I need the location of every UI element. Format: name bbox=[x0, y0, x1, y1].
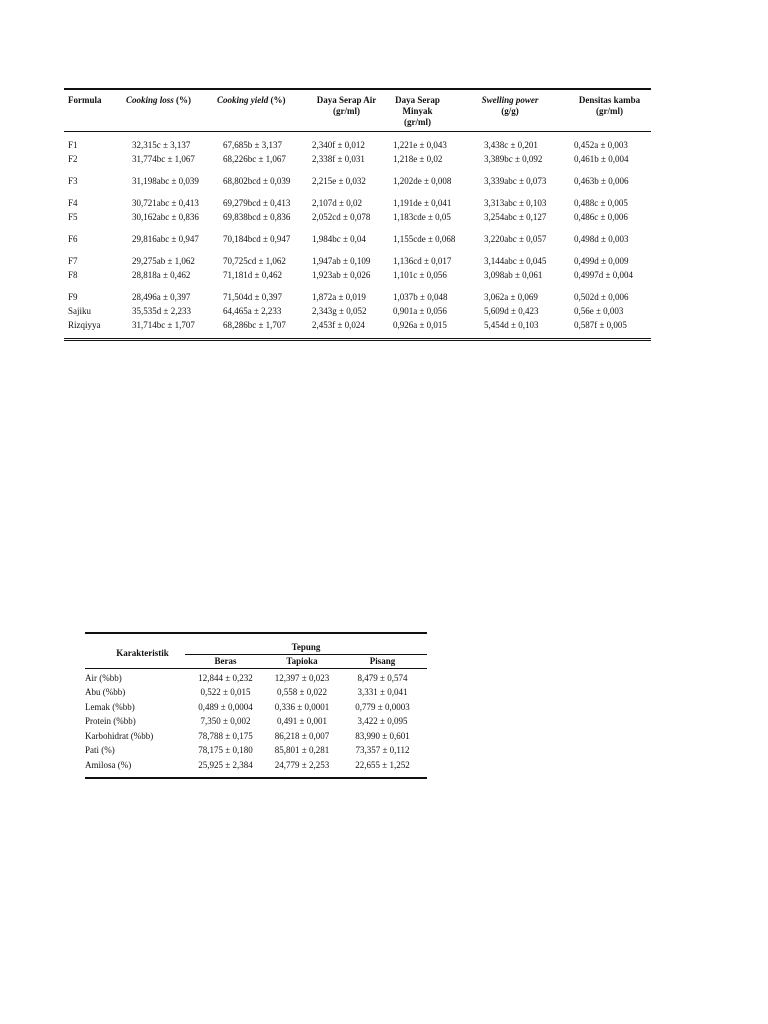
table1-header-row bbox=[64, 90, 651, 128]
header-cooking-yield: Cooking yield (%) bbox=[217, 95, 286, 105]
table1-body bbox=[64, 132, 651, 332]
header-pisang: Pisang bbox=[369, 656, 396, 666]
header-formula: Formula bbox=[68, 95, 102, 105]
table2-body bbox=[85, 669, 427, 773]
table-row: F8 28,818a ± 0,462 71,181d ± 0,462 1,923ab ± 0,026 1,101c ± 0,056 3,098ab ± 0,061 0,4997d ± 0,004 bbox=[68, 269, 633, 280]
table-row: F9 28,496a ± 0,397 71,504d ± 0,397 1,872a ± 0,019 1,037b ± 0,048 3,062a ± 0,069 0,502d ± 0,006 bbox=[68, 291, 629, 302]
table-row: Protein (%bb) 7,350 ± 0,002 0,491 ± 0,001 3,422 ± 0,095 bbox=[85, 716, 408, 727]
table-row: Karbohidrat (%bb) 78,788 ± 0,175 86,218 ± 0,007 83,990 ± 0,601 bbox=[85, 730, 410, 741]
tepung-rule bbox=[185, 654, 427, 655]
table-row: F1 32,315c ± 3,137 67,685b ± 3,137 2,340f ± 0,012 1,221e ± 0,043 3,438c ± 0,201 0,452a ± 0,003 bbox=[68, 139, 628, 150]
table-row: F6 29,816abc ± 0,947 70,184bcd ± 0,947 1,984bc ± 0,04 1,155cde ± 0,068 3,220abc ± 0,057 0,498d ± 0,003 bbox=[68, 233, 629, 244]
table-row: Air (%bb) 12,844 ± 0,232 12,397 ± 0,023 8,479 ± 0,574 bbox=[85, 672, 408, 683]
header-tapioka: Tapioka bbox=[286, 656, 318, 666]
table2-header bbox=[85, 634, 427, 668]
table-row: F7 29,275ab ± 1,062 70,725cd ± 1,062 1,947ab ± 0,109 1,136cd ± 0,017 3,144abc ± 0,045 0,499d ± 0,009 bbox=[68, 255, 629, 266]
header-beras: Beras bbox=[214, 656, 237, 666]
table-row: Rizqiyya 31,714bc ± 1,707 68,286bc ± 1,707 2,453f ± 0,024 0,926a ± 0,015 5,454d ± 0,103 0,587f ± 0,005 bbox=[68, 319, 627, 330]
table-row: Lemak (%bb) 0,489 ± 0,0004 0,336 ± 0,0001 0,779 ± 0,0003 bbox=[85, 701, 410, 712]
formula-properties-table bbox=[64, 88, 651, 341]
table2-bottom-rule bbox=[85, 777, 427, 779]
header-tepung: Tepung bbox=[291, 642, 321, 652]
table-row: F5 30,162abc ± 0,836 69,838bcd ± 0,836 2,052cd ± 0,078 1,183cde ± 0,05 3,254abc ± 0,127 0,486c ± 0,006 bbox=[68, 211, 628, 222]
header-daya-serap-air: Daya Serap Air (gr/ml) bbox=[316, 95, 377, 116]
table-row: Pati (%) 78,175 ± 0,180 85,801 ± 0,281 73,357 ± 0,112 bbox=[85, 745, 410, 756]
header-densitas-kamba: Densitas kamba (gr/ml) bbox=[578, 95, 641, 116]
table-row: F3 31,198abc ± 0,039 68,802bcd ± 0,039 2,215e ± 0,032 1,202de ± 0,008 3,339abc ± 0,073 0,463b ± 0,006 bbox=[68, 175, 629, 186]
table-row: F4 30,721abc ± 0,413 69,279bcd ± 0,413 2,107d ± 0,02 1,191de ± 0,041 3,313abc ± 0,103 0,488c ± 0,005 bbox=[68, 197, 628, 208]
flour-characteristics-table bbox=[85, 632, 427, 779]
table-row: Amilosa (%) 25,925 ± 2,384 24,779 ± 2,253 22,655 ± 1,252 bbox=[85, 759, 410, 770]
header-cooking-loss: Cooking loss (%) bbox=[126, 95, 192, 105]
table-row: F2 31,774bc ± 1,067 68,226bc ± 1,067 2,338f ± 0,031 1,218e ± 0,02 3,389bc ± 0,092 0,461b ± 0,004 bbox=[68, 153, 629, 164]
table-row: Sajiku 35,535d ± 2,233 64,465a ± 2,233 2,343g ± 0,052 0,901a ± 0,056 5,609d ± 0,423 0,56e ± 0,003 bbox=[68, 305, 624, 316]
header-swelling-power: Swelling power (g/g) bbox=[481, 95, 539, 116]
table1-bottom-rule bbox=[64, 338, 651, 341]
table-row: Abu (%bb) 0,522 ± 0,015 0,558 ± 0,022 3,331 ± 0,041 bbox=[85, 687, 408, 698]
header-karakteristik: Karakteristik bbox=[116, 648, 169, 658]
header-daya-serap-minyak: Daya Serap Minyak (gr/ml) bbox=[395, 95, 440, 127]
